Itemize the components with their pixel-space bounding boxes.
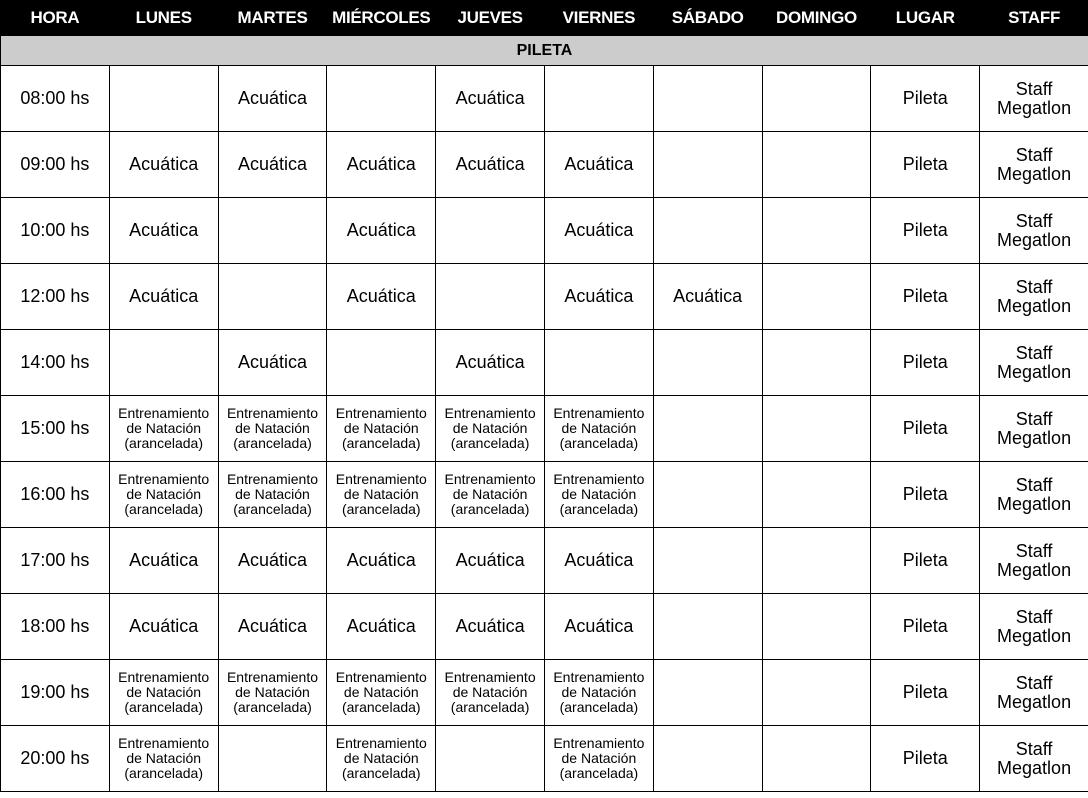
staff-cell: Staff Megatlon [980,660,1088,726]
activity-cell-lunes: Acuática [109,594,218,660]
activity-cell-martes: Acuática [218,132,327,198]
section-title: PILETA [1,36,1088,66]
activity-cell-sabado [653,132,762,198]
activity-cell-lunes: Entrenamiento de Natación (arancelada) [109,660,218,726]
activity-cell-sabado [653,330,762,396]
activity-cell-viernes: Acuática [544,594,653,660]
activity-cell-lunes: Entrenamiento de Natación (arancelada) [109,396,218,462]
activity-cell-martes [218,198,327,264]
location-cell: Pileta [871,264,980,330]
schedule-row [1,594,1088,660]
activity-cell-sabado: Acuática [653,264,762,330]
activity-cell-domingo [762,528,871,594]
activity-cell-sabado [653,528,762,594]
schedule-row [1,660,1088,726]
schedule-header [1,1,1088,36]
activity-cell-sabado [653,198,762,264]
activity-cell-sabado [653,462,762,528]
activity-cell-jueves [436,264,545,330]
activity-cell-lunes: Acuática [109,528,218,594]
time-cell: 14:00 hs [1,330,110,396]
activity-cell-domingo [762,594,871,660]
staff-cell: Staff Megatlon [980,330,1088,396]
activity-cell-domingo [762,330,871,396]
activity-cell-miercoles: Entrenamiento de Natación (arancelada) [327,396,436,462]
activity-cell-viernes: Acuática [544,132,653,198]
schedule-row [1,198,1088,264]
activity-cell-lunes: Acuática [109,198,218,264]
activity-cell-domingo [762,132,871,198]
location-cell: Pileta [871,528,980,594]
activity-cell-viernes: Entrenamiento de Natación (arancelada) [544,660,653,726]
activity-cell-viernes [544,330,653,396]
activity-cell-jueves [436,726,545,792]
activity-cell-miercoles: Acuática [327,198,436,264]
activity-cell-miercoles: Acuática [327,528,436,594]
activity-cell-domingo [762,198,871,264]
time-cell: 15:00 hs [1,396,110,462]
schedule-row [1,528,1088,594]
column-header-miercoles: MIÉRCOLES [327,1,436,36]
schedule-row [1,132,1088,198]
activity-cell-viernes: Entrenamiento de Natación (arancelada) [544,462,653,528]
location-cell: Pileta [871,132,980,198]
time-cell: 17:00 hs [1,528,110,594]
activity-cell-jueves: Acuática [436,330,545,396]
activity-cell-martes: Entrenamiento de Natación (arancelada) [218,660,327,726]
activity-cell-miercoles: Entrenamiento de Natación (arancelada) [327,660,436,726]
activity-cell-viernes: Entrenamiento de Natación (arancelada) [544,396,653,462]
activity-cell-jueves: Entrenamiento de Natación (arancelada) [436,462,545,528]
activity-cell-lunes [109,66,218,132]
activity-cell-martes: Acuática [218,528,327,594]
activity-cell-miercoles [327,66,436,132]
activity-cell-martes: Acuática [218,66,327,132]
activity-cell-viernes: Acuática [544,264,653,330]
activity-cell-viernes: Acuática [544,528,653,594]
section-row [1,36,1088,66]
activity-cell-domingo [762,462,871,528]
activity-cell-jueves: Acuática [436,528,545,594]
activity-cell-jueves: Acuática [436,132,545,198]
activity-cell-jueves: Acuática [436,66,545,132]
schedule-body [1,36,1088,792]
column-header-domingo: DOMINGO [762,1,871,36]
activity-cell-martes: Entrenamiento de Natación (arancelada) [218,462,327,528]
schedule-row [1,66,1088,132]
staff-cell: Staff Megatlon [980,66,1088,132]
location-cell: Pileta [871,660,980,726]
activity-cell-jueves: Entrenamiento de Natación (arancelada) [436,396,545,462]
column-header-sabado: SÁBADO [653,1,762,36]
schedule-row [1,330,1088,396]
activity-cell-domingo [762,660,871,726]
time-cell: 10:00 hs [1,198,110,264]
location-cell: Pileta [871,66,980,132]
time-cell: 16:00 hs [1,462,110,528]
column-header-viernes: VIERNES [544,1,653,36]
activity-cell-domingo [762,726,871,792]
column-header-hora: HORA [1,1,110,36]
column-header-staff: STAFF [980,1,1088,36]
location-cell: Pileta [871,396,980,462]
column-header-lunes: LUNES [109,1,218,36]
activity-cell-miercoles: Entrenamiento de Natación (arancelada) [327,726,436,792]
activity-cell-lunes: Acuática [109,132,218,198]
time-cell: 19:00 hs [1,660,110,726]
time-cell: 09:00 hs [1,132,110,198]
time-cell: 12:00 hs [1,264,110,330]
column-header-martes: MARTES [218,1,327,36]
activity-cell-miercoles: Acuática [327,264,436,330]
activity-cell-miercoles: Acuática [327,132,436,198]
column-header-lugar: LUGAR [871,1,980,36]
schedule-row [1,396,1088,462]
activity-cell-jueves: Entrenamiento de Natación (arancelada) [436,660,545,726]
staff-cell: Staff Megatlon [980,594,1088,660]
activity-cell-miercoles: Entrenamiento de Natación (arancelada) [327,462,436,528]
staff-cell: Staff Megatlon [980,132,1088,198]
header-row [1,1,1088,36]
schedule-row [1,264,1088,330]
activity-cell-domingo [762,66,871,132]
activity-cell-lunes: Acuática [109,264,218,330]
activity-cell-sabado [653,594,762,660]
location-cell: Pileta [871,726,980,792]
activity-cell-martes [218,264,327,330]
location-cell: Pileta [871,594,980,660]
activity-cell-martes: Acuática [218,330,327,396]
activity-cell-sabado [653,66,762,132]
schedule-row [1,726,1088,792]
activity-cell-sabado [653,396,762,462]
location-cell: Pileta [871,330,980,396]
staff-cell: Staff Megatlon [980,726,1088,792]
activity-cell-lunes: Entrenamiento de Natación (arancelada) [109,462,218,528]
activity-cell-viernes: Acuática [544,198,653,264]
activity-cell-viernes [544,66,653,132]
activity-cell-sabado [653,660,762,726]
activity-cell-jueves [436,198,545,264]
activity-cell-martes [218,726,327,792]
activity-cell-martes: Entrenamiento de Natación (arancelada) [218,396,327,462]
location-cell: Pileta [871,198,980,264]
time-cell: 18:00 hs [1,594,110,660]
staff-cell: Staff Megatlon [980,264,1088,330]
staff-cell: Staff Megatlon [980,528,1088,594]
activity-cell-martes: Acuática [218,594,327,660]
activity-cell-domingo [762,396,871,462]
activity-cell-sabado [653,726,762,792]
column-header-jueves: JUEVES [436,1,545,36]
activity-cell-viernes: Entrenamiento de Natación (arancelada) [544,726,653,792]
staff-cell: Staff Megatlon [980,462,1088,528]
staff-cell: Staff Megatlon [980,396,1088,462]
activity-cell-miercoles [327,330,436,396]
location-cell: Pileta [871,462,980,528]
activity-cell-miercoles: Acuática [327,594,436,660]
activity-cell-lunes [109,330,218,396]
schedule-row [1,462,1088,528]
staff-cell: Staff Megatlon [980,198,1088,264]
activity-cell-jueves: Acuática [436,594,545,660]
activity-cell-domingo [762,264,871,330]
activity-cell-lunes: Entrenamiento de Natación (arancelada) [109,726,218,792]
time-cell: 08:00 hs [1,66,110,132]
time-cell: 20:00 hs [1,726,110,792]
